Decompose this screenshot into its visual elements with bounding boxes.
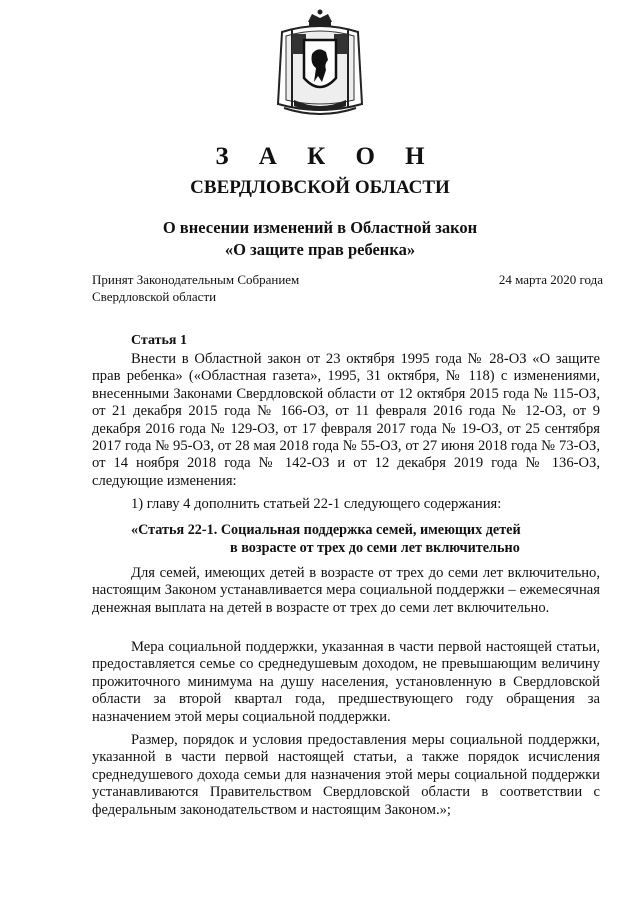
article-1-heading: Статья 1 [131,333,187,348]
paragraph-c: Размер, порядок и условия предоставления меры социальной поддержки, указанной в части первой настоящей статьи, а также порядок исчисления среднедушевого дохода семьи для назначения этой меры социальной поддержки устанавливаются Правительством Свердловской области в соответствии с федеральным законодательством и настоящим Законом.»; [92,732,600,818]
coat-of-arms-emblem [268,8,372,118]
paragraph-a: Для семей, имеющих детей в возрасте от трех до семи лет включительно, настоящим Законом устанавливается мера социальной поддержки – ежемесячная денежная выплата на детей в возрасте от трех до семи лет включительно. [92,565,600,616]
paragraph-b: Мера социальной поддержки, указанная в части первой настоящей статьи, предоставляется семье со среднедушевым доходом, не превышающим величину прожиточного минимума на душу населения, установленную в Свердловской области за второй квартал года, предшествующего году обращения за назначением этой меры социальной поддержки. [92,639,600,725]
adopted-by-line2: Свердловской области [92,289,217,304]
article-22-1-title-line1: «Статья 22-1. Социальная поддержка семей, имеющих детей [131,522,521,538]
law-title-line1: О внесении изменений в Областной закон [162,218,478,237]
paragraph-item-1: 1) главу 4 дополнить статьей 22-1 следующего содержания: [131,496,502,512]
paragraph-intro: Внести в Областной закон от 23 октября 1995 года № 28-ОЗ «О защите прав ребенка» («Областная газета», 1995, 31 октября, № 118) с изменениями, внесенными Законами Свердловской области от 12 октября 2015 года № 115-ОЗ, от 21 декабря 2015 года № 166-ОЗ, от 11 февраля 2016 года № 12-ОЗ, от 9 декабря 2016 года № 129-ОЗ, от 17 февраля 2017 года № 19-ОЗ, от 25 сентября 2017 года № 95-ОЗ, от 28 мая 2018 года № 55-ОЗ, от 27 июня 2018 года № 73-ОЗ, от 14 ноября 2018 года № 142-ОЗ и от 12 декабря 2019 года № 136-ОЗ, следующие изменения: [92,351,600,489]
law-title [0,217,640,261]
region-heading: СВЕРДЛОВСКОЙ ОБЛАСТИ [190,177,450,198]
adoption-date: 24 марта 2020 года [498,272,603,287]
article-22-1-title-line2: в возрасте от трех до семи лет включительно [230,540,520,556]
adopted-by [92,271,352,305]
document-type-heading: З А К О Н [215,143,437,170]
article-22-1-title [131,521,581,557]
adopted-by-line1: Принят Законодательным Собранием [92,272,300,287]
law-title-line2: «О защите прав ребенка» [224,240,416,259]
